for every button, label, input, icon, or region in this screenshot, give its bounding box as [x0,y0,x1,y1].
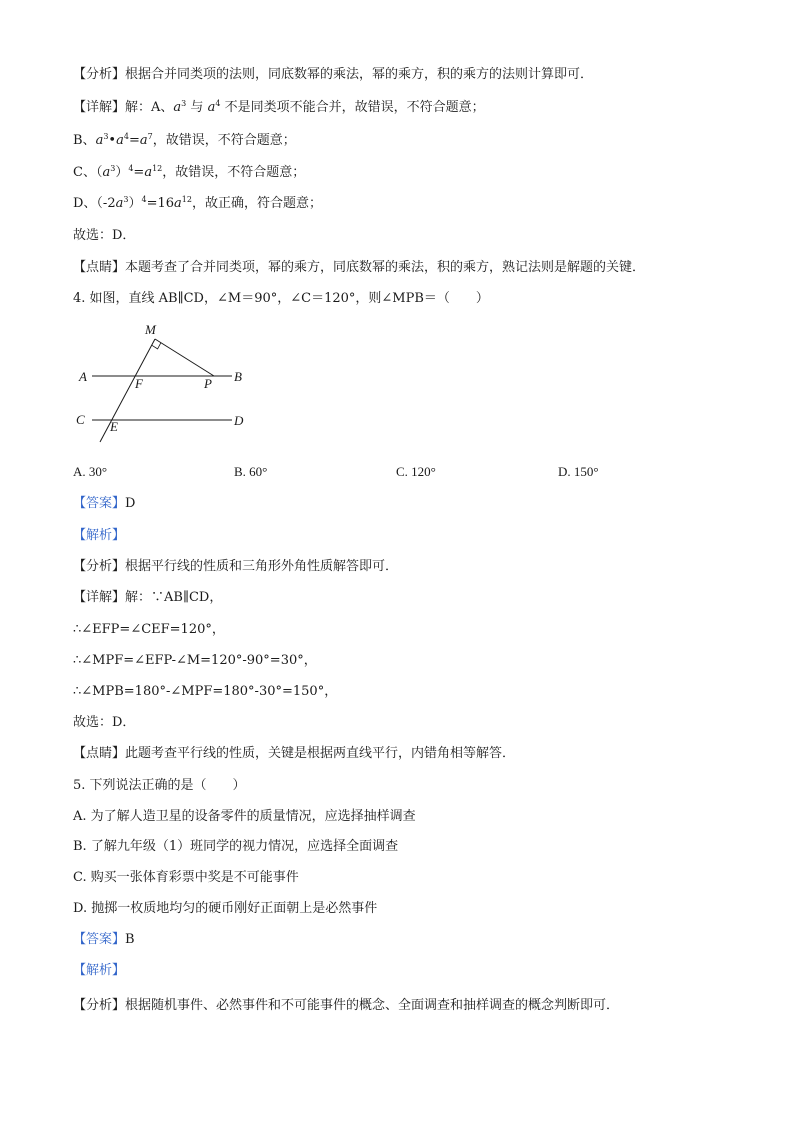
q4-option-b: B. 60° [234,464,268,479]
q4-choose: 故选：D． [73,715,136,730]
detail-tag: 【详解】 [73,590,126,605]
q3-choose: 故选：D． [73,228,136,243]
label-m: M [145,322,156,337]
label-b: B [234,369,242,384]
analysis-tag: 【分析】 [73,998,126,1013]
q3-comment [73,259,645,277]
analysis-text: 根据合并同类项的法则，同底数幂的乘法，幂的乘方，积的乘方的法则计算即可． [125,67,594,82]
q5-option-b: B. 了解九年级（1）班同学的视力情况，应选择全面调查 [73,839,399,854]
q3-detail-b: B、$a^3•a^4=a^7$，故错误，不符合题意； [73,132,296,148]
label-p: P [204,376,212,391]
comment-text: 此题考查平行线的性质，关键是根据两直线平行，内错角相等解答． [125,746,516,761]
q4-detail [73,589,222,607]
answer-tag: 【答案】 [73,932,126,947]
q3-analysis [73,66,593,84]
line-mp [155,339,214,376]
analysis-tag: 【分析】 [73,67,126,82]
answer-value: D [125,496,136,511]
detail-tag: 【详解】 [73,100,126,115]
line-me [100,339,155,442]
q4-figure [70,318,260,450]
q4-option-d: D. 150° [558,464,599,479]
analysis-text: 根据随机事件、必然事件和不可能事件的概念、全面调查和抽样调查的概念判断即可． [125,998,620,1013]
detail-text: 解：∵AB∥CD， [125,590,223,605]
q4-option-c: C. 120° [396,464,436,479]
q4-analysis [73,558,398,576]
q4-step-3: ∴∠MPB=180°-∠MPF=180°-30°=150°， [73,684,338,699]
comment-text: 本题考查了合并同类项，幂的乘方，同底数幂的乘法，积的乘方，熟记法则是解题的关键． [125,260,646,275]
q4-comment [73,745,515,763]
q5-option-c: C. 购买一张体育彩票中奖是不可能事件 [73,870,299,885]
q3-detail-a: 【详解】解：A、$a^3$ 与 $a^4$ 不是同类项不能合并，故错误，不符合题意； [73,99,485,115]
label-e: E [110,419,118,434]
q5-answer [73,931,135,949]
q4-stem: 4. 如图，直线 AB∥CD，∠M＝90°，∠C＝120°，则∠MPB＝（ ） [73,291,489,306]
q5-solution-tag: 【解析】 [73,963,126,978]
q5-option-a: A. 为了解人造卫星的设备零件的质量情况，应选择抽样调查 [73,809,416,824]
label-f: F [135,376,143,391]
comment-tag: 【点睛】 [73,260,126,275]
q4-option-a: A. 30° [73,464,108,479]
label-d: D [234,413,244,428]
q4-step-1: ∴∠EFP=∠CEF=120°， [73,622,225,637]
answer-value: B [125,932,135,947]
q4-step-2: ∴∠MPF=∠EFP-∠M=120°-90°=30°， [73,653,317,668]
q5-stem: 5. 下列说法正确的是（ ） [73,778,246,793]
q4-answer [73,495,135,513]
q4-solution-tag: 【解析】 [73,528,126,543]
answer-tag: 【答案】 [73,496,126,511]
q3-detail-d: D、$(-2a^3)^4=16a^{12}$，故正确，符合题意； [73,195,322,211]
label-a: A [79,369,87,384]
label-c: C [76,412,85,427]
q5-option-d: D. 抛掷一枚质地均匀的硬币刚好正面朝上是必然事件 [73,901,378,916]
analysis-text: 根据平行线的性质和三角形外角性质解答即可． [125,559,399,574]
q5-analysis [73,997,619,1015]
comment-tag: 【点睛】 [73,746,126,761]
analysis-tag: 【分析】 [73,559,126,574]
q3-detail-c: C、$(a^3)^4=a^{12}$，故错误，不符合题意； [73,164,306,180]
